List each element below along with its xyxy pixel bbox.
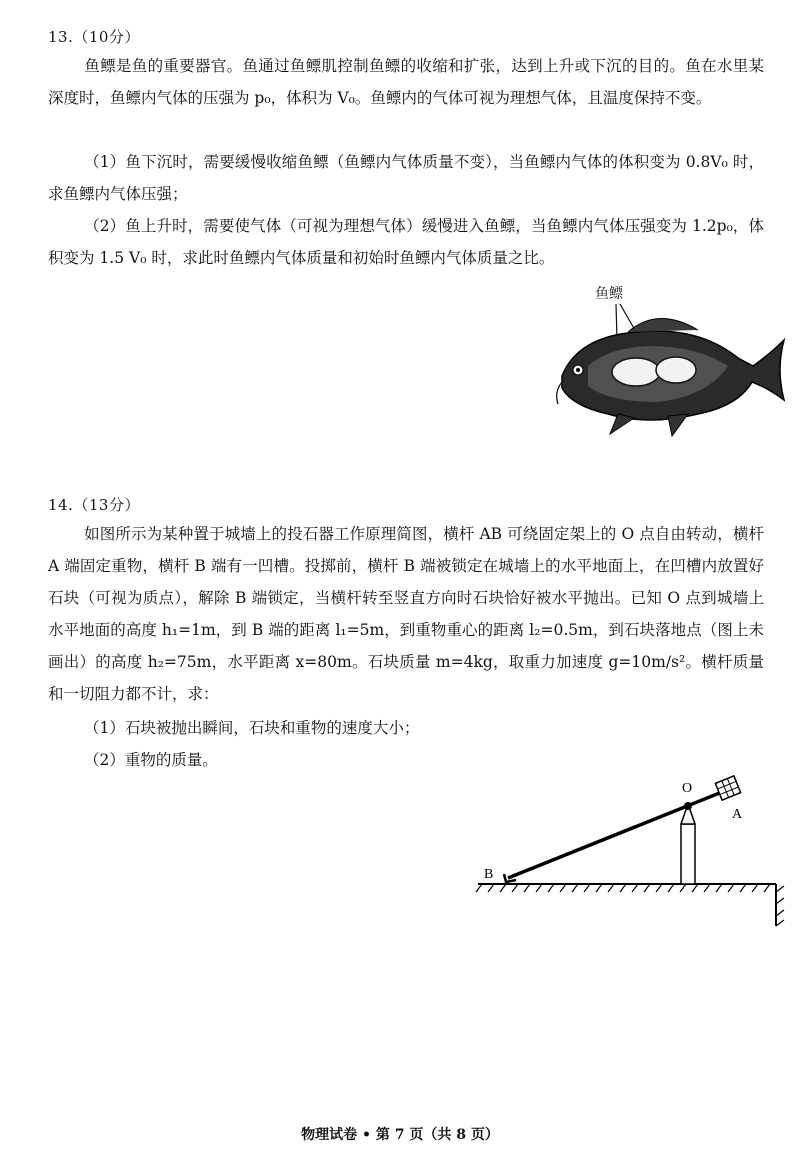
question-13-part-1-text: （1）鱼下沉时，需要缓慢收缩鱼鳔（鱼鳔内气体质量不变），当鱼鳔内气体的体积变为 0.8V₀ 时，求鱼鳔内气体压强； [48, 153, 764, 203]
question-14-part-1: （1）石块被抛出瞬间，石块和重物的速度大小； [84, 719, 420, 737]
question-14-intro [48, 518, 764, 710]
fish-bladder-label: 鱼鳔 [595, 286, 623, 302]
page-footer: 物理试卷 • 第 7 页（共 8 页） [301, 1127, 499, 1143]
label-a: A [732, 807, 743, 822]
question-13-intro-text: 鱼鳔是鱼的重要器官。鱼通过鱼鳔肌控制鱼鳔的收缩和扩张，达到上升或下沉的目的。鱼在水里某深度时，鱼鳔内气体的压强为 p₀，体积为 V₀。鱼鳔内的气体可视为理想气体，且温度保持不变。 [48, 57, 764, 107]
question-14-number: 14.（13分） [48, 496, 140, 514]
question-13-part-2-text: （2）鱼上升时，需要使气体（可视为理想气体）缓慢进入鱼鳔，当鱼鳔内气体压强变为 1.2p₀，体积变为 1.5 V₀ 时，求此时鱼鳔内气体质量和初始时鱼鳔内气体质量之比。 [48, 217, 764, 267]
question-13-number: 13.（10分） [48, 28, 140, 46]
label-o: O [682, 781, 693, 796]
trebuchet-figure [470, 770, 790, 930]
question-14-intro-text: 如图所示为某种置于城墙上的投石器工作原理简图，横杆 AB 可绕固定架上的 O 点自由转动，横杆 A 端固定重物，横杆 B 端有一凹槽。投掷前，横杆 B 端被锁定在城墙上的水平地面上，在凹槽内放置好石块（可视为质点），解除 B 端锁定，当横杆转至竖直方向时石块恰好被水平抛出。已知 O 点到城墙上水平地面的高度 h₁=1m，到 B 端的距离 l₁=5m，到重物重心的距离 l₂=0.5m，到石块落地点（图上未画出）的高度 h₂=75m，水平距离 x=80m。石块质量 m=4kg，取重力加速度 g=10m/s²。横杆质量和一切阻力都不计，求： [48, 525, 764, 703]
question-13-part-2 [48, 210, 764, 274]
ground-hatching [476, 884, 770, 892]
question-13-part-1 [48, 146, 764, 210]
counterweight [715, 776, 740, 800]
question-13-intro [48, 50, 764, 114]
support-post [681, 824, 695, 884]
question-14-part-2: （2）重物的质量。 [84, 751, 218, 769]
pivot-point [684, 802, 692, 810]
label-b: B [484, 867, 494, 882]
fish-figure [548, 296, 788, 440]
